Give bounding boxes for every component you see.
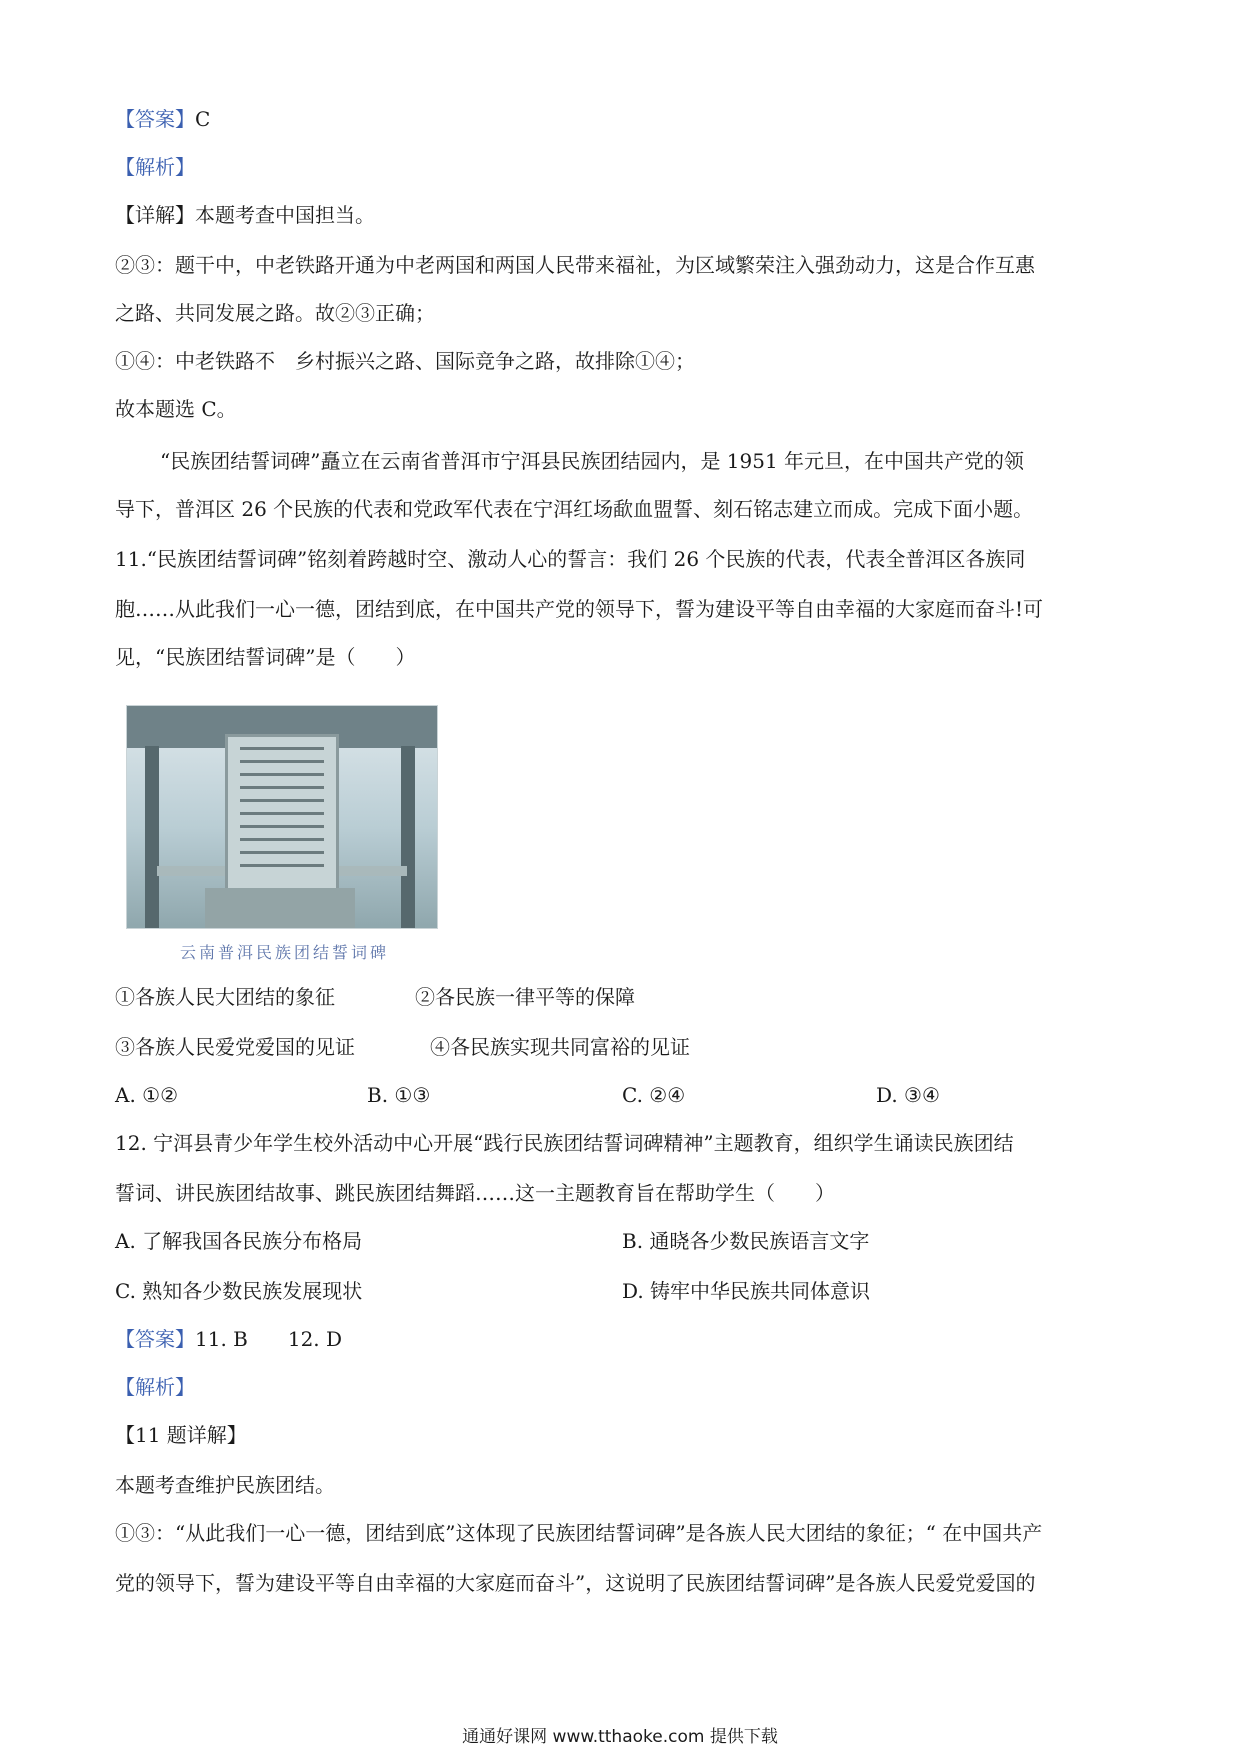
q12-option-d: D. 铸牢中华民族共同体意识 <box>622 1279 871 1303</box>
analysis-heading: 【解析】 <box>115 155 195 179</box>
photo-caption: 云南普洱民族团结誓词碑 <box>180 943 390 962</box>
q12-option-b: B. 通晓各少数民族语言文字 <box>622 1229 870 1253</box>
detail-11-heading: 【11 题详解】 <box>115 1423 247 1447</box>
question-12-text: 誓词、讲民族团结故事、跳民族团结舞蹈……这一主题教育旨在帮助学生（ ） <box>115 1181 835 1205</box>
material-paragraph: 导下，普洱区 26 个民族的代表和党政军代表在宁洱红场歃血盟誓、刻石铭志建立而成。完成下面小题。 <box>115 497 1034 521</box>
stele-photo <box>126 705 438 929</box>
q11-option-d: D. ③④ <box>876 1083 940 1107</box>
explanation-line: ②③：题干中，中老铁路开通为中老两国和两国人民带来福祉，为区域繁荣注入强劲动力，这是合作互惠 <box>115 253 1035 277</box>
statement-2: ②各民族一律平等的保障 <box>415 985 635 1009</box>
page-footer: 通通好课网 www.tthaoke.com 提供下载 <box>462 1727 778 1747</box>
answer-block <box>115 1324 1135 1354</box>
question-11-text: 11.“民族团结誓词碑”铭刻着跨越时空、激动人心的誓言：我们 26 个民族的代表，代表全普洱区各族同 <box>115 547 1026 571</box>
question-11-text: 见，“民族团结誓词碑”是（ ） <box>115 645 416 669</box>
q11-option-a: A. ①② <box>115 1083 179 1107</box>
answer-value: C <box>195 107 211 131</box>
q12-option-c: C. 熟知各少数民族发展现状 <box>115 1279 363 1303</box>
analysis-heading: 【解析】 <box>115 1375 195 1399</box>
detail-heading: 【详解】本题考查中国担当。 <box>115 203 375 227</box>
answer-label: 【答案】 <box>115 1327 195 1351</box>
stele-stone <box>225 734 339 900</box>
answer-value: 11. B 12. D <box>195 1327 343 1351</box>
pavilion-pillar <box>145 746 159 928</box>
statement-1: ①各族人民大团结的象征 <box>115 985 335 1009</box>
explanation-line: 之路、共同发展之路。故②③正确； <box>115 301 435 325</box>
material-paragraph: “民族团结誓词碑”矗立在云南省普洱市宁洱县民族团结园内，是 1951 年元旦，在中国共产党的领 <box>160 449 1025 473</box>
q11-option-c: C. ②④ <box>622 1083 686 1107</box>
statement-4: ④各民族实现共同富裕的见证 <box>430 1035 690 1059</box>
q12-option-a: A. 了解我国各民族分布格局 <box>115 1229 363 1253</box>
stele-base <box>205 888 355 928</box>
detail-11-text: 党的领导下，誓为建设平等自由幸福的大家庭而奋斗”，这说明了民族团结誓词碑”是各族人民爱党爱国的 <box>115 1571 1036 1595</box>
question-11-text: 胞……从此我们一心一德，团结到底，在中国共产党的领导下，誓为建设平等自由幸福的大家庭而奋斗!可 <box>115 597 1044 621</box>
explanation-line: ①④：中老铁路不 乡村振兴之路、国际竞争之路，故排除①④； <box>115 349 695 373</box>
explanation-line: 故本题选 C。 <box>115 397 237 421</box>
pavilion-pillar <box>401 746 415 928</box>
detail-11-text: ①③：“从此我们一心一德，团结到底”这体现了民族团结誓词碑”是各族人民大团结的象征；“ 在中国共产 <box>115 1521 1043 1545</box>
question-12-text: 12. 宁洱县青少年学生校外活动中心开展“践行民族团结誓词碑精神”主题教育，组织学生诵读民族团结 <box>115 1131 1014 1155</box>
answer-label: 【答案】 <box>115 107 195 131</box>
previous-answer <box>115 104 1135 134</box>
q11-option-b: B. ①③ <box>367 1083 431 1107</box>
statement-3: ③各族人民爱党爱国的见证 <box>115 1035 355 1059</box>
detail-11-intro: 本题考查维护民族团结。 <box>115 1473 335 1497</box>
